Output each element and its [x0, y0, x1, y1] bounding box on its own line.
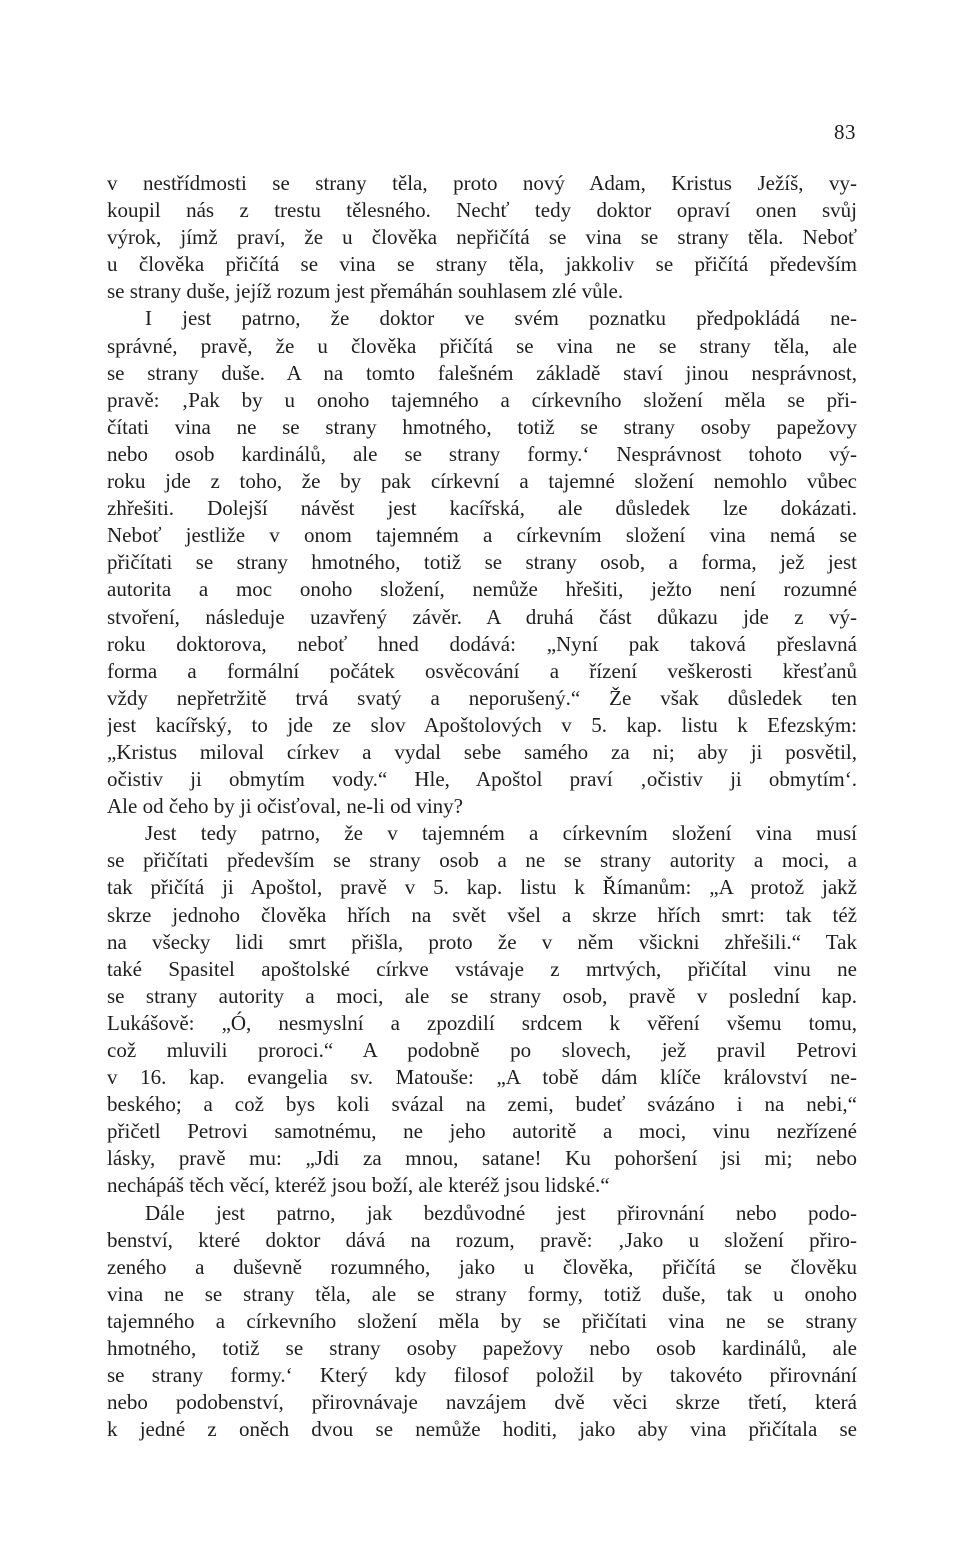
- text-line: vina ne se strany těla, ale se strany formy, totiž duše, tak u onoho: [107, 1281, 857, 1306]
- text-line: Neboť jestliže v onom tajemném a církevním složení vina nemá se: [107, 523, 857, 548]
- text-line: na všecky lidi smrt přišla, proto že v něm všickni zhřešili.“ Tak: [107, 929, 857, 954]
- text-line: skrze jednoho člověka hřích na svět všel a skrze hřích smrt: tak též: [107, 902, 857, 927]
- text-line: „Kristus miloval církev a vydal sebe samého za ni; aby ji posvětil,: [107, 739, 857, 764]
- text-line: Jest tedy patrno, že v tajemném a církevním složení vina musí: [145, 821, 857, 846]
- text-line: beského; a což bys koli svázal na zemi, budeť svázáno i na nebi,“: [107, 1092, 857, 1117]
- text-line: v nestřídmosti se strany těla, proto nový Adam, Kristus Ježíš, vy-: [107, 171, 857, 195]
- page-number: 83: [834, 120, 856, 144]
- text-line: se strany formy.‘ Který kdy filosof položil by takovéto přirovnání: [107, 1363, 857, 1388]
- text-line: k jedné z oněch dvou se nemůže hoditi, jako aby vina přičítala se: [107, 1417, 857, 1442]
- text-line: jest kacířský, to jde ze slov Apoštolových v 5. kap. listu k Efezským:: [107, 712, 857, 737]
- text-line: se strany duše, jejíž rozum jest přemáhán souhlasem zlé vůle.: [107, 279, 624, 304]
- text-line: což mluvili proroci.“ A podobně po slovech, jež pravil Petrovi: [107, 1038, 857, 1062]
- text-line: vždy nepřetržitě trvá svatý a neporušený.“ Že však důsledek ten: [107, 685, 857, 710]
- text-line: pravě: ‚Pak by u onoho tajemného a církevního složení měla se při-: [107, 387, 857, 412]
- text-line: autorita a moc onoho složení, nemůže hřešiti, ježto není rozumné: [107, 577, 857, 602]
- text-line: Dále jest patrno, jak bezdůvodné jest přirovnání nebo podo-: [145, 1200, 857, 1225]
- text-line: očistiv ji obmytím vody.“ Hle, Apoštol praví ‚očistiv ji obmytím‘.: [107, 767, 857, 792]
- text-line: přičetl Petrovi samotnému, ne jeho autoritě a moci, vinu nezřízené: [107, 1119, 857, 1144]
- text-line: lásky, pravě mu: „Jdi za mnou, satane! Ku pohoršení jsi mi; nebo: [107, 1146, 857, 1171]
- text-line: správné, pravě, že u člověka přičítá se vina ne se strany těla, ale: [107, 333, 857, 358]
- body-text: [107, 170, 857, 1443]
- text-line: stvoření, následuje uzavřený závěr. A druhá část důkazu jde z vý-: [107, 604, 857, 629]
- text-line: nebo osob kardinálů, ale se strany formy.‘ Nesprávnost tohoto vý-: [107, 441, 857, 466]
- text-line: koupil nás z trestu tělesného. Nechť tedy doktor opraví onen svůj: [107, 198, 857, 223]
- text-line: Ale od čeho by ji očisťoval, ne-li od viny?: [107, 794, 463, 819]
- text-line: nechápáš těch věcí, kteréž jsou boží, ale kteréž jsou lidské.“: [107, 1173, 610, 1198]
- text-line: tak přičítá ji Apoštol, pravě v 5. kap. listu k Římanům: „A protož jakž: [107, 875, 857, 900]
- text-line: také Spasitel apoštolské církve vstávaje z mrtvých, přičítal vinu ne: [107, 956, 857, 981]
- text-line: forma a formální počátek osvěcování a řízení veškerosti křesťanů: [107, 658, 857, 683]
- text-line: u člověka přičítá se vina se strany těla, jakkoliv se přičítá především: [107, 252, 857, 277]
- text-line: benství, které doktor dává na rozum, pravě: ‚Jako u složení přiro-: [107, 1227, 857, 1252]
- text-line: hmotného, totiž se strany osoby papežovy nebo osob kardinálů, ale: [107, 1336, 857, 1361]
- text-line: se přičítati především se strany osob a ne se strany autority a moci, a: [107, 848, 857, 873]
- text-line: přičítati se strany hmotného, totiž se strany osob, a forma, jež jest: [107, 550, 857, 575]
- text-line: roku jde z toho, že by pak církevní a tajemné složení nemohlo vůbec: [107, 469, 857, 494]
- text-line: zeného a duševně rozumného, jako u člověka, přičítá se člověku: [107, 1254, 857, 1279]
- text-line: Lukášově: „Ó, nesmyslní a zpozdilí srdcem k věření všemu tomu,: [107, 1010, 857, 1035]
- text-line: výrok, jímž praví, že u člověka nepřičítá se vina se strany těla. Neboť: [107, 225, 857, 250]
- text-line: nebo podobenství, přirovnávaje navzájem dvě věci skrze třetí, která: [107, 1390, 857, 1415]
- text-line: se strany duše. A na tomto falešném základě staví jinou nesprávnost,: [107, 360, 857, 385]
- text-line: I jest patrno, že doktor ve svém poznatku předpokládá ne-: [145, 306, 857, 331]
- text-line: zhřešiti. Dolejší návěst jest kacířská, ale důsledek lze dokázati.: [107, 496, 857, 521]
- text-line: čítati vina ne se strany hmotného, totiž se strany osoby papežovy: [107, 414, 857, 439]
- text-line: v 16. kap. evangelia sv. Matouše: „A tobě dám klíče království ne-: [107, 1065, 857, 1090]
- text-line: se strany autority a moci, ale se strany osob, pravě v poslední kap.: [107, 983, 857, 1008]
- text-line: tajemného a církevního složení měla by se přičítati vina ne se strany: [107, 1308, 857, 1333]
- text-line: roku doktorova, neboť hned dodává: „Nyní pak taková přeslavná: [107, 631, 857, 656]
